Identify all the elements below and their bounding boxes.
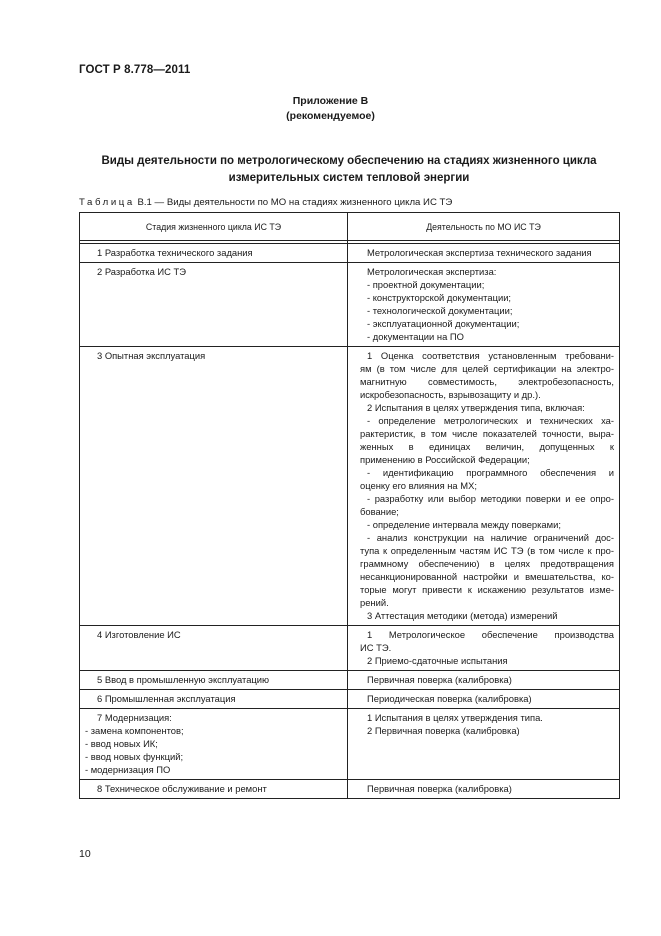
activity-line: - эксплуатационной документации;	[367, 318, 520, 329]
table-row	[80, 244, 620, 263]
annex-title: Приложение В	[292, 95, 369, 107]
main-title-line2: измерительных систем тепловой энергии	[228, 172, 470, 184]
activity-line: 1 Оценка соответствия установленным требовани-	[367, 350, 614, 361]
stage-cell	[80, 671, 348, 690]
activity-line: Периодическая поверка (калибровка)	[367, 693, 532, 704]
stage-line: 3 Опытная эксплуатация	[97, 350, 206, 361]
stage-cell	[80, 263, 348, 347]
activity-line: ям (в том числе для целей сертификации на электро-	[360, 363, 614, 374]
stage-line: - ввод новых ИК;	[85, 738, 158, 749]
activity-line: Первичная поверка (калибровка)	[367, 783, 512, 794]
activities-table	[79, 212, 620, 799]
activity-line: искробезопасность, взрывозащиту и др.).	[360, 389, 541, 400]
activity-line: граммному обеспечению) в целях предотвращения	[360, 558, 614, 569]
stage-line: 2 Разработка ИС ТЭ	[97, 266, 186, 277]
activity-line: несанкционированной настройки и вмешательства, ко-	[360, 571, 614, 582]
table-caption-text: В.1 — Виды деятельности по МО на стадиях жизненного цикла ИС ТЭ	[134, 197, 453, 208]
stage-cell	[80, 690, 348, 709]
activity-line: - разработку или выбор методики поверки и ее опро-	[367, 493, 614, 504]
activity-line: 2 Испытания в целях утверждения типа, включая:	[367, 402, 585, 413]
stage-line: 5 Ввод в промышленную эксплуатацию	[97, 674, 270, 685]
table-caption-label: Таблица	[79, 197, 135, 208]
activity-line: - определение метрологических и технических ха-	[367, 415, 614, 426]
activity-line: применению в Российской Федерации;	[360, 454, 530, 465]
table-row	[80, 690, 620, 709]
annex-status: (рекомендуемое)	[286, 110, 375, 122]
header-activity: Деятельность по МО ИС ТЭ	[348, 213, 620, 241]
activity-cell	[348, 626, 620, 671]
stage-line: 4 Изготовление ИС	[97, 629, 181, 640]
activity-line: Первичная поверка (калибровка)	[367, 674, 512, 685]
activity-cell	[348, 709, 620, 780]
table-row	[80, 626, 620, 671]
stage-line: - модернизация ПО	[85, 764, 171, 775]
activity-line: оценку его влияния на МХ;	[360, 480, 477, 491]
table-row	[80, 263, 620, 347]
activity-cell	[348, 263, 620, 347]
activity-line: рений.	[360, 597, 389, 608]
stage-cell	[80, 780, 348, 799]
stage-line: 1 Разработка технического задания	[97, 247, 253, 258]
stage-line: 6 Промышленная эксплуатация	[97, 693, 236, 704]
activity-line: тупа к определенным частям ИС ТЭ (в том числе к про-	[360, 545, 614, 556]
page-number: 10	[79, 848, 91, 860]
activity-line: 3 Аттестация методики (метода) измерений	[367, 610, 558, 621]
stage-line: - замена компонентов;	[85, 725, 184, 736]
stage-line: 7 Модернизация:	[97, 712, 172, 723]
stage-line: - ввод новых функций;	[85, 751, 184, 762]
activity-cell	[348, 690, 620, 709]
main-title	[79, 153, 619, 187]
table-row	[80, 709, 620, 780]
stage-cell	[80, 709, 348, 780]
activity-line: 2 Первичная поверка (калибровка)	[367, 725, 520, 736]
stage-cell	[80, 347, 348, 626]
activity-line: - идентификацию программного обеспечения и	[367, 467, 614, 478]
table-row	[80, 347, 620, 626]
stage-cell	[80, 626, 348, 671]
activity-line: - анализ конструкции на наличие ограничений дос-	[367, 532, 614, 543]
header-stage: Стадия жизненного цикла ИС ТЭ	[80, 213, 348, 241]
activity-line: Метрологическая экспертиза технического задания	[367, 247, 592, 258]
activity-line: - проектной документации;	[367, 279, 485, 290]
main-title-line1: Виды деятельности по метрологическому обеспечению на стадиях жизненного цикла	[101, 155, 597, 167]
activity-line: - технологической документации;	[367, 305, 513, 316]
activity-cell	[348, 347, 620, 626]
activity-line: - определение интервала между поверками;	[367, 519, 561, 530]
activity-line: рактеристик, в том числе показателей точности, выра-	[360, 428, 614, 439]
activity-line: ИС ТЭ.	[360, 642, 392, 653]
standard-code: ГОСТ Р 8.778—2011	[79, 64, 191, 76]
activity-line: Метрологическая экспертиза:	[367, 266, 497, 277]
activity-line: 2 Приемо-сдаточные испытания	[367, 655, 508, 666]
activity-line: бование;	[360, 506, 399, 517]
activity-line: - конструкторской документации;	[367, 292, 512, 303]
annex-heading	[0, 94, 661, 124]
table-header-row	[80, 213, 620, 241]
activity-line: 1 Метрологическое обеспечение производства	[367, 629, 614, 640]
table-row	[80, 780, 620, 799]
activity-cell	[348, 671, 620, 690]
activity-cell	[348, 244, 620, 263]
activity-line: 1 Испытания в целях утверждения типа.	[367, 712, 543, 723]
table-row	[80, 671, 620, 690]
table-body	[80, 244, 620, 799]
stage-line: 8 Техническое обслуживание и ремонт	[97, 783, 267, 794]
stage-cell	[80, 244, 348, 263]
activity-line: торые могут привести к искажению результатов изме-	[360, 584, 614, 595]
activity-line: - документации на ПО	[367, 331, 464, 342]
table-caption	[79, 197, 452, 208]
activity-line: женных в единицах величин, допущенных к	[360, 441, 614, 452]
activity-line: магнитную совместимость, электробезопасность,	[360, 376, 614, 387]
activity-cell	[348, 780, 620, 799]
